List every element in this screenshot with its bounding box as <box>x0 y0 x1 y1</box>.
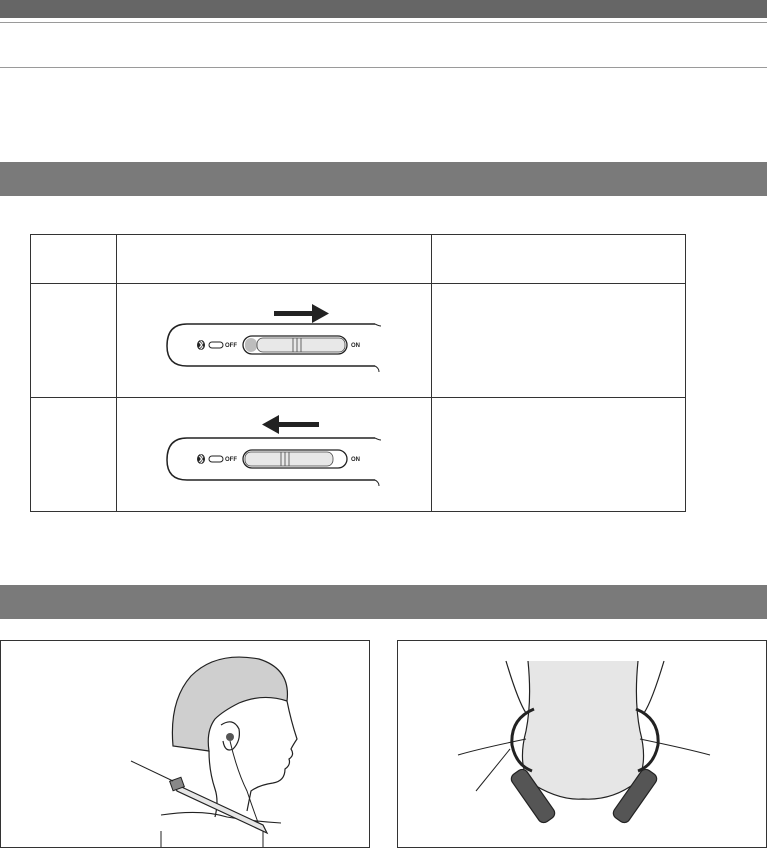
wearing-section-bar <box>0 585 767 619</box>
table-cell <box>31 284 117 398</box>
off-label: OFF <box>224 343 237 349</box>
side-view-figure <box>0 640 370 848</box>
header-rule <box>0 22 767 23</box>
power-off-switch-illustration <box>117 398 431 511</box>
header-bar <box>0 0 767 18</box>
table-cell <box>431 284 686 398</box>
subheader-rule <box>0 67 767 68</box>
table-header-cell <box>31 235 117 284</box>
on-label: ON <box>350 343 360 349</box>
arrow-left-icon <box>262 415 319 434</box>
table-cell <box>431 398 686 512</box>
off-label: OFF <box>224 457 237 463</box>
table-cell <box>31 398 117 512</box>
back-view-figure <box>397 640 767 848</box>
table-header-cell <box>431 235 686 284</box>
switch-illustration-cell <box>116 398 431 512</box>
side-view-illustration <box>1 641 370 848</box>
switch-section-bar <box>0 162 767 196</box>
on-label: ON <box>350 457 360 463</box>
back-view-illustration <box>398 641 767 848</box>
bluetooth-icon <box>197 340 205 350</box>
power-switch-table <box>30 234 686 512</box>
power-on-row <box>31 284 686 398</box>
switch-illustration-cell <box>116 284 431 398</box>
table-header-row <box>31 235 686 284</box>
power-off-row <box>31 398 686 512</box>
arrow-right-icon <box>274 304 329 323</box>
power-on-switch-illustration <box>117 284 431 397</box>
table-header-cell <box>116 235 431 284</box>
bluetooth-icon <box>197 454 205 464</box>
